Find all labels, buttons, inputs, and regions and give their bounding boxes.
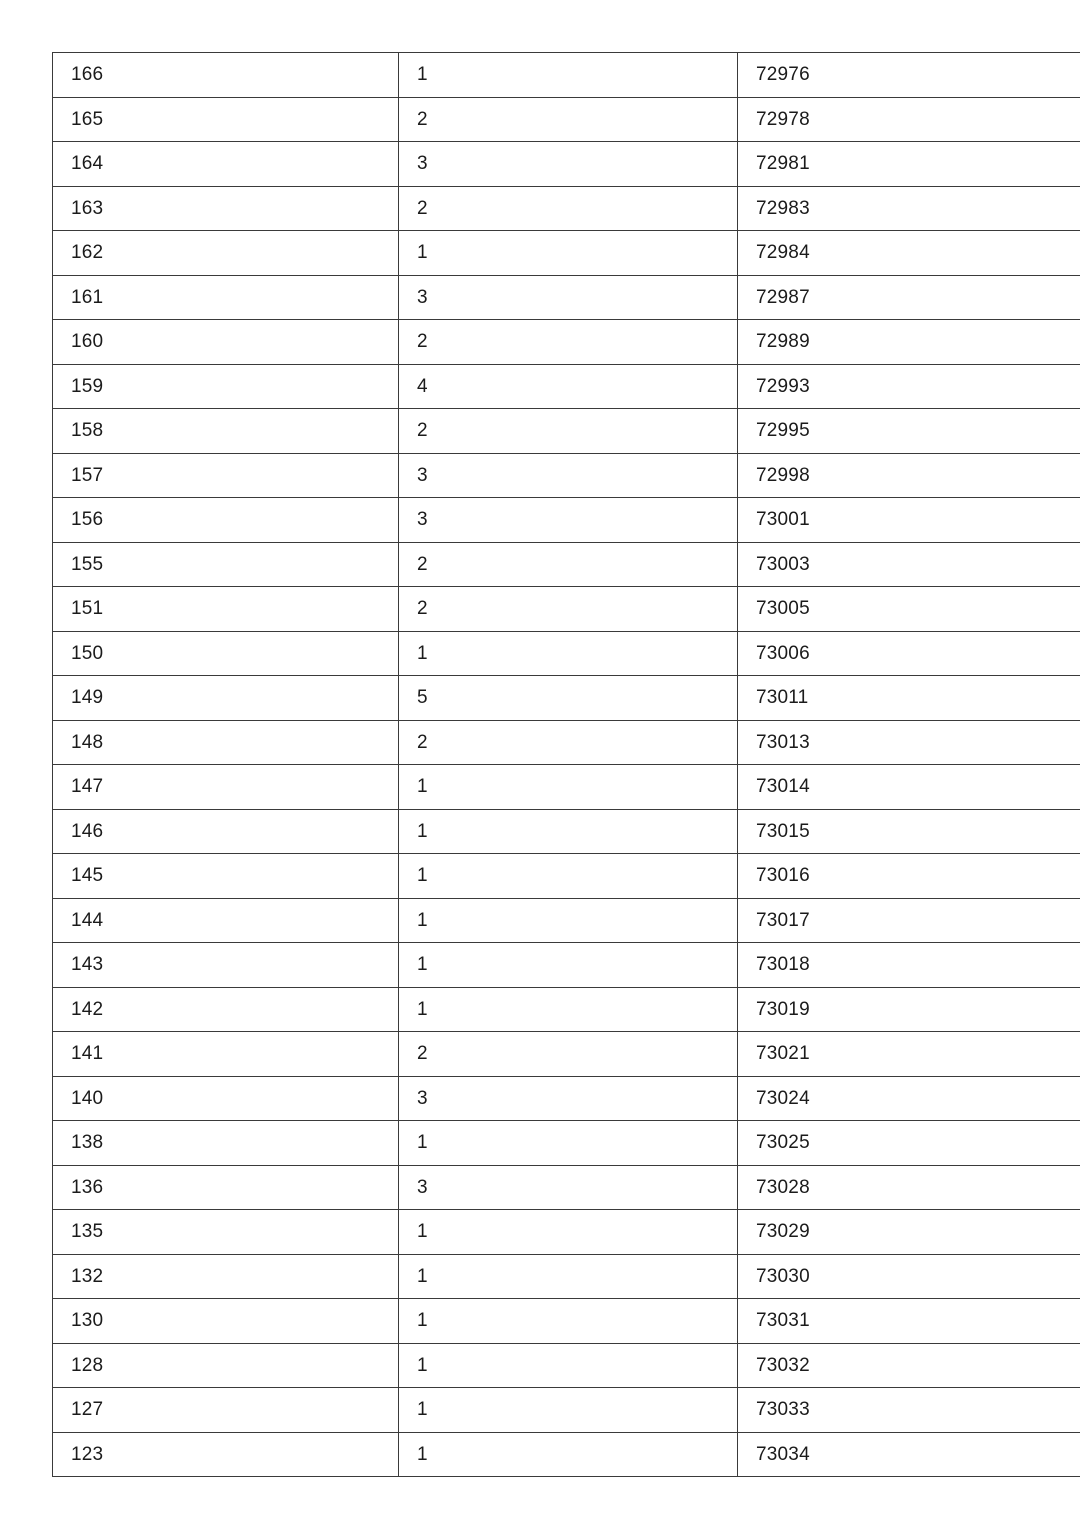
cell-score: 145 [53,854,399,899]
table-row [53,1210,1080,1255]
cell-cumulative-rank: 72981 [738,142,1080,187]
table-row [53,53,1080,98]
table-row [53,1299,1080,1344]
cell-score: 148 [53,720,399,765]
cell-count: 1 [399,809,738,854]
table-row [53,1254,1080,1299]
table-row [53,1165,1080,1210]
table-row [53,231,1080,276]
cell-score: 150 [53,631,399,676]
cell-count: 1 [399,231,738,276]
cell-count: 2 [399,186,738,231]
cell-count: 1 [399,1254,738,1299]
cell-score: 155 [53,542,399,587]
cell-cumulative-rank: 72983 [738,186,1080,231]
score-distribution-table [52,52,1080,1477]
table-row [53,1076,1080,1121]
cell-count: 3 [399,1165,738,1210]
cell-cumulative-rank: 72976 [738,53,1080,98]
cell-cumulative-rank: 72987 [738,275,1080,320]
table-row [53,97,1080,142]
table-row [53,631,1080,676]
cell-score: 132 [53,1254,399,1299]
cell-count: 1 [399,1210,738,1255]
cell-count: 3 [399,142,738,187]
table-row [53,587,1080,632]
table-row [53,275,1080,320]
table-row [53,898,1080,943]
cell-score: 160 [53,320,399,365]
table-row [53,987,1080,1032]
cell-score: 138 [53,1121,399,1166]
cell-cumulative-rank: 73013 [738,720,1080,765]
cell-cumulative-rank: 73029 [738,1210,1080,1255]
cell-cumulative-rank: 73005 [738,587,1080,632]
cell-score: 151 [53,587,399,632]
cell-cumulative-rank: 72993 [738,364,1080,409]
cell-score: 130 [53,1299,399,1344]
cell-count: 1 [399,1343,738,1388]
table-row [53,142,1080,187]
table-row [53,453,1080,498]
cell-score: 166 [53,53,399,98]
cell-count: 3 [399,498,738,543]
cell-cumulative-rank: 73032 [738,1343,1080,1388]
cell-score: 144 [53,898,399,943]
table-row [53,1432,1080,1477]
cell-score: 165 [53,97,399,142]
cell-cumulative-rank: 73025 [738,1121,1080,1166]
cell-count: 1 [399,631,738,676]
cell-score: 146 [53,809,399,854]
cell-cumulative-rank: 73003 [738,542,1080,587]
cell-score: 147 [53,765,399,810]
cell-count: 2 [399,1032,738,1077]
cell-count: 1 [399,854,738,899]
cell-cumulative-rank: 73021 [738,1032,1080,1077]
table-body [53,53,1080,1477]
cell-count: 1 [399,898,738,943]
cell-score: 141 [53,1032,399,1077]
table-row [53,186,1080,231]
cell-score: 163 [53,186,399,231]
cell-cumulative-rank: 73018 [738,943,1080,988]
cell-cumulative-rank: 73034 [738,1432,1080,1477]
cell-count: 2 [399,320,738,365]
cell-score: 128 [53,1343,399,1388]
table-row [53,676,1080,721]
cell-count: 1 [399,1299,738,1344]
cell-cumulative-rank: 72998 [738,453,1080,498]
table-row [53,542,1080,587]
cell-cumulative-rank: 73030 [738,1254,1080,1299]
cell-count: 3 [399,275,738,320]
cell-cumulative-rank: 73017 [738,898,1080,943]
cell-count: 2 [399,587,738,632]
cell-cumulative-rank: 73001 [738,498,1080,543]
cell-count: 1 [399,943,738,988]
table-row [53,1121,1080,1166]
cell-score: 143 [53,943,399,988]
table-row [53,1343,1080,1388]
table-row [53,498,1080,543]
cell-count: 4 [399,364,738,409]
table-row [53,809,1080,854]
cell-count: 3 [399,453,738,498]
cell-score: 140 [53,1076,399,1121]
cell-score: 149 [53,676,399,721]
cell-score: 164 [53,142,399,187]
table-row [53,320,1080,365]
cell-cumulative-rank: 73006 [738,631,1080,676]
cell-count: 1 [399,1432,738,1477]
cell-cumulative-rank: 73019 [738,987,1080,1032]
cell-score: 158 [53,409,399,454]
cell-count: 1 [399,765,738,810]
cell-cumulative-rank: 73015 [738,809,1080,854]
cell-count: 2 [399,409,738,454]
cell-cumulative-rank: 72978 [738,97,1080,142]
cell-score: 159 [53,364,399,409]
cell-cumulative-rank: 73028 [738,1165,1080,1210]
cell-score: 142 [53,987,399,1032]
cell-count: 2 [399,97,738,142]
cell-cumulative-rank: 73031 [738,1299,1080,1344]
cell-count: 1 [399,53,738,98]
cell-cumulative-rank: 72995 [738,409,1080,454]
cell-count: 1 [399,987,738,1032]
cell-cumulative-rank: 73033 [738,1388,1080,1433]
cell-score: 123 [53,1432,399,1477]
cell-cumulative-rank: 73016 [738,854,1080,899]
table-row [53,765,1080,810]
cell-score: 156 [53,498,399,543]
table-row [53,1032,1080,1077]
table-row [53,409,1080,454]
table-row [53,1388,1080,1433]
cell-cumulative-rank: 73014 [738,765,1080,810]
cell-score: 127 [53,1388,399,1433]
cell-cumulative-rank: 72989 [738,320,1080,365]
cell-score: 157 [53,453,399,498]
cell-count: 3 [399,1076,738,1121]
cell-count: 1 [399,1121,738,1166]
cell-count: 2 [399,542,738,587]
cell-count: 1 [399,1388,738,1433]
cell-score: 135 [53,1210,399,1255]
cell-cumulative-rank: 73024 [738,1076,1080,1121]
cell-score: 161 [53,275,399,320]
cell-score: 136 [53,1165,399,1210]
cell-score: 162 [53,231,399,276]
table-row [53,943,1080,988]
table-row [53,720,1080,765]
cell-cumulative-rank: 72984 [738,231,1080,276]
cell-cumulative-rank: 73011 [738,676,1080,721]
cell-count: 2 [399,720,738,765]
cell-count: 5 [399,676,738,721]
table-row [53,854,1080,899]
table-row [53,364,1080,409]
